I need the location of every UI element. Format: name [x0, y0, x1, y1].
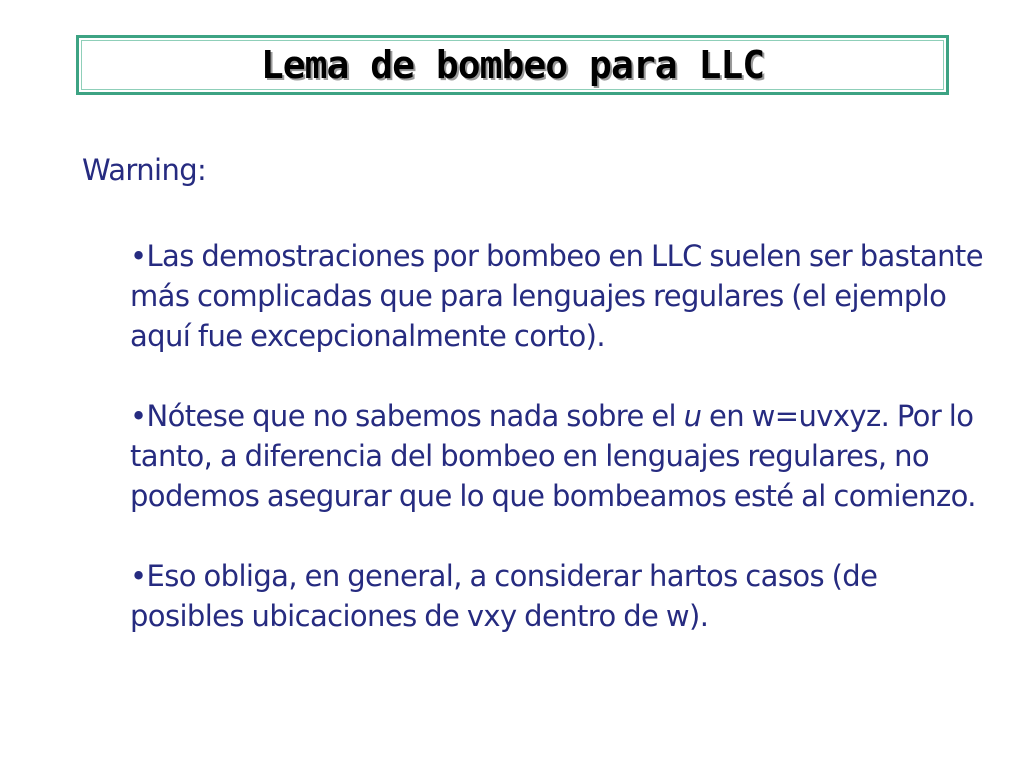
bullet-item: [130, 396, 990, 516]
bullet-text-before: •Nótese que no sabemos nada sobre el: [130, 399, 684, 433]
bullet-item: [130, 236, 990, 356]
bullet-text-after: en w=uvxyz. Por lo tanto, a diferencia del bombeo en lenguajes regulares, no podemos asegurar que lo que bombeamos esté al comienzo.: [130, 399, 976, 513]
slide-title: Lema de bombeo para LLC: [260, 43, 765, 87]
bullet-item: [130, 556, 990, 636]
title-box: [76, 35, 949, 95]
bullet-list: [130, 236, 990, 636]
bullet-text: •Eso obliga, en general, a considerar hartos casos (de posibles ubicaciones de vxy dentro de w).: [130, 559, 878, 633]
bullet-text: •Las demostraciones por bombeo en LLC suelen ser bastante más complicadas que para lenguajes regulares (el ejemplo aquí fue excepcionalmente corto).: [130, 239, 983, 353]
warning-label: Warning:: [82, 153, 207, 187]
bullet-text-italic: u: [683, 399, 702, 433]
